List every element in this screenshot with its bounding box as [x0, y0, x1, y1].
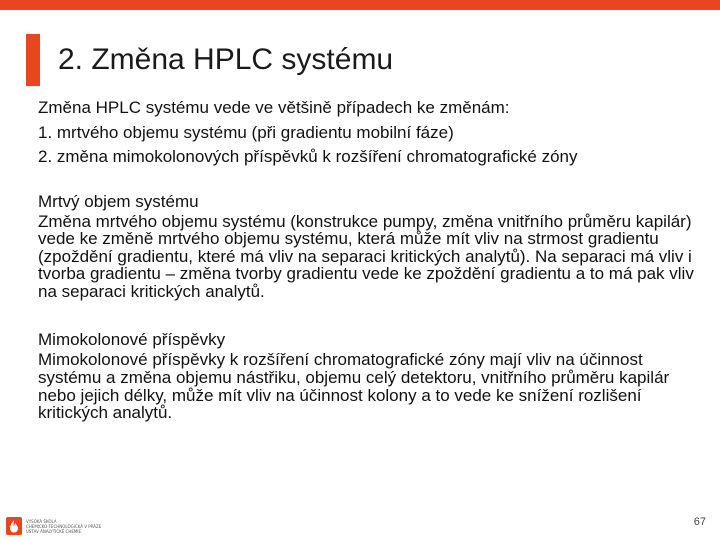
section-body: Změna mrtvého objemu systému (konstrukce pumpy, změna vnitřního průměru kapilár) vede ke změně mrtvého objemu systému, která může mít vliv na strmost gradientu (zpoždění gradientu, které má vliv na separaci kritických analytů). Na separaci má vliv i tvorba gradientu – změna tvorby gradientu vede ke zpoždění gradientu a to má pak vliv na separaci kritických analytů.: [38, 211, 694, 301]
logo-text-line: VYSOKÁ ŠKOLA: [26, 519, 57, 524]
section-dead-volume: [38, 191, 698, 301]
intro-line: Změna HPLC systému vede ve většině případech ke změnám:: [38, 98, 510, 117]
title-accent-bar: [26, 34, 40, 86]
intro-list-item-2: 2. změna mimokolonových příspěvků k rozšíření chromatografické zóny: [38, 147, 578, 166]
section-body: Mimokolonové příspěvky k rozšíření chromatografické zóny mají vliv na účinnost systému a změna objemu nástřiku, objemu celý detektoru, vnitřního průměru kapilár nebo jejich délky, může mít vliv na účinnost kolony a to vede ke snížení rozlišení kritických analytů.: [38, 350, 670, 423]
logo-text: [26, 519, 101, 534]
intro-list-item-1: 1. mrtvého objemu systému (při gradientu mobilní fáze): [38, 122, 454, 142]
flame-logo-icon: [6, 517, 22, 535]
intro-block: [38, 96, 698, 170]
top-accent-bar: [0, 0, 720, 10]
logo-text-line: CHEMICKO-TECHNOLOGICKÁ V PRAZE: [26, 524, 102, 529]
section-heading: Mrtvý objem systému: [38, 191, 199, 211]
slide-content: [38, 96, 698, 422]
footer-logo: [6, 517, 116, 537]
slide-title: 2. Změna HPLC systému: [58, 43, 394, 76]
section-extracolumn-contributions: [38, 329, 698, 421]
section-heading: Mimokolonové příspěvky: [38, 330, 226, 350]
logo-text-line: ÚSTAV ANALYTICKÉ CHEMIE: [26, 529, 82, 534]
page-number: 67: [693, 516, 706, 528]
